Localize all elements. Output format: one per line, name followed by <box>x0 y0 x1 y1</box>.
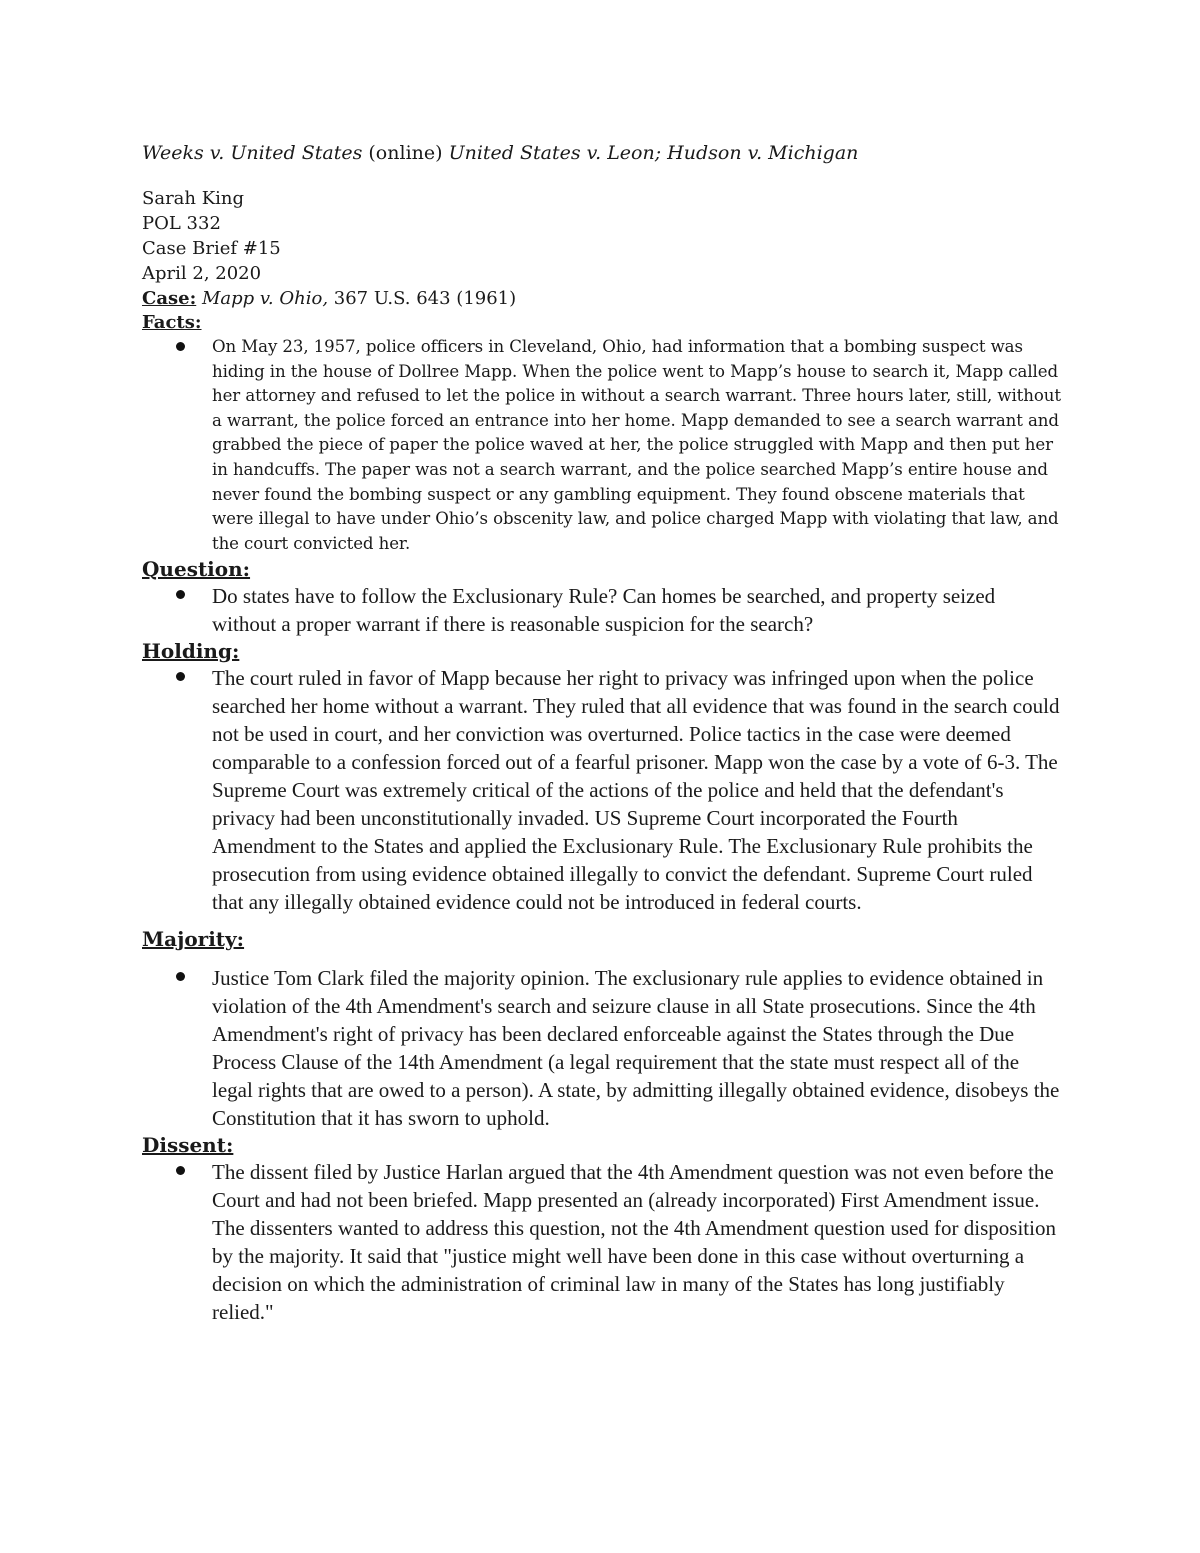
holding-list <box>142 664 1062 916</box>
author-name: Sarah King <box>142 188 245 209</box>
assignment-title: Case Brief #15 <box>142 238 281 259</box>
header-meta <box>142 186 1062 286</box>
case-citation: 367 U.S. 643 (1961) <box>328 288 517 309</box>
dissent-text: The dissent filed by Justice Harlan argued that the 4th Amendment question was not even before the Court and had not been briefed. Mapp presented an (already incorporated) First Amendment issue. The dissenters wanted to address this question, not the 4th Amendment question used for disposition by the majority. It said that "justice might well have been done in this case without overturning a decision on which the administration of criminal law in many of the States has long justifiably relied." <box>212 1160 1056 1325</box>
bullet-icon <box>176 1166 185 1175</box>
course-code: POL 332 <box>142 213 221 234</box>
question-text: Do states have to follow the Exclusionary Rule? Can homes be searched, and property seized without a proper warrant if there is reasonable suspicion for the search? <box>212 584 996 637</box>
question-item <box>142 582 1062 638</box>
case-name: Mapp v. Ohio, <box>201 288 329 309</box>
case-line <box>142 286 1062 311</box>
majority-text: Justice Tom Clark filed the majority opinion. The exclusionary rule applies to evidence obtained in violation of the 4th Amendment's search and seizure clause in all State prosecutions. Since the 4th Amendment's right of privacy has been declared enforceable against the States through the Due Process Clause of the 14th Amendment (a legal requirement that the state must respect all of the legal rights that are owed to a person). A state, by admitting illegally obtained evidence, disobeys the Constitution that it has sworn to uphold. <box>212 966 1060 1131</box>
dissent-list <box>142 1158 1062 1326</box>
holding-heading: Holding: <box>142 639 240 664</box>
spacer <box>142 952 1062 964</box>
facts-heading: Facts: <box>142 312 202 333</box>
bullet-icon <box>176 672 185 681</box>
case-label: Case: <box>142 288 197 309</box>
related-case-weeks: Weeks v. United States <box>142 142 363 164</box>
majority-item <box>142 964 1062 1132</box>
facts-list <box>142 335 1062 556</box>
related-cases-line <box>142 140 1062 166</box>
spacer <box>142 916 1062 926</box>
document-date: April 2, 2020 <box>142 263 262 284</box>
majority-heading: Majority: <box>142 927 245 952</box>
bullet-icon <box>176 972 185 981</box>
facts-text: On May 23, 1957, police officers in Cleveland, Ohio, had information that a bombing suspect was hiding in the house of Dollree Mapp. When the police went to Mapp’s house to search it, Mapp called her attorney and refused to let the police in without a search warrant. Three hours later, still, without a warrant, the police forced an entrance into her home. Mapp demanded to see a search warrant and grabbed the piece of paper the police waved at her, the police struggled with Mapp and then put her in handcuffs. The paper was not a search warrant, and the police searched Mapp’s entire house and never found the bombing suspect or any gambling equipment. They found obscene materials that were illegal to have under Ohio’s obscenity law, and police charged Mapp with violating that law, and the court convicted her. <box>212 337 1061 553</box>
facts-item <box>142 335 1062 556</box>
bullet-icon <box>176 342 185 351</box>
majority-list <box>142 964 1062 1132</box>
document-page <box>142 140 1062 1326</box>
bullet-icon <box>176 590 185 599</box>
question-list <box>142 582 1062 638</box>
dissent-heading: Dissent: <box>142 1133 234 1158</box>
holding-text: The court ruled in favor of Mapp because her right to privacy was infringed upon when the police searched her home without a warrant. They ruled that all evidence that was found in the search could not be used in court, and her conviction was overturned. Police tactics in the case were deemed comparable to a confession forced out of a fearful prisoner. Mapp won the case by a vote of 6-3. The Supreme Court was extremely critical of the actions of the police and held that the defendant's privacy had been unconstitutionally invaded. US Supreme Court incorporated the Fourth Amendment to the States and applied the Exclusionary Rule. The Exclusionary Rule prohibits the prosecution from using evidence obtained illegally to convict the defendant. Supreme Court ruled that any illegally obtained evidence could not be introduced in federal courts. <box>212 666 1060 915</box>
holding-item <box>142 664 1062 916</box>
dissent-item <box>142 1158 1062 1326</box>
related-case-note: (online) <box>362 142 449 164</box>
related-case-leon-hudson: United States v. Leon; Hudson v. Michigan <box>448 142 859 164</box>
question-heading: Question: <box>142 557 251 582</box>
